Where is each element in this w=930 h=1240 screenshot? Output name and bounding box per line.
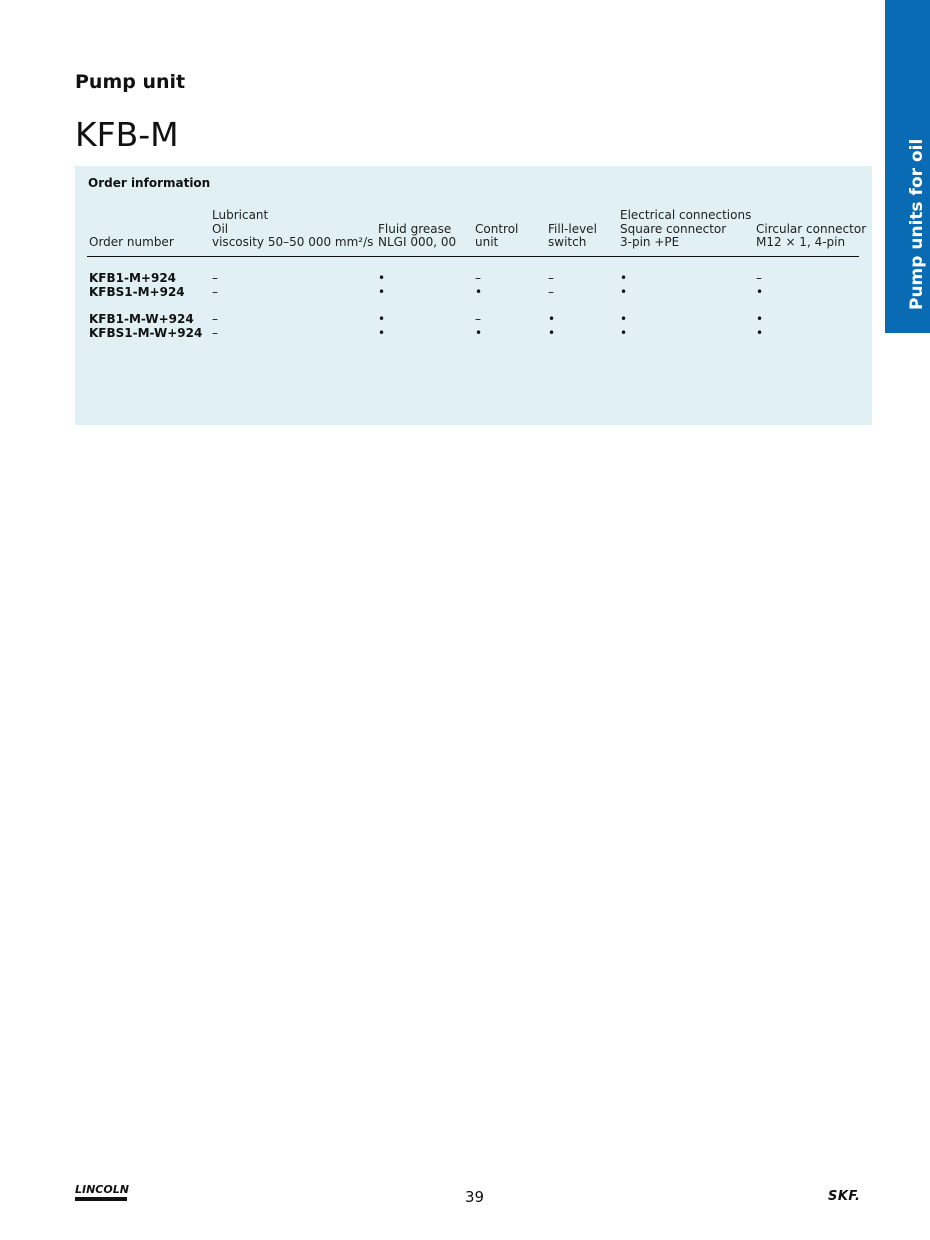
oil-value: – <box>212 271 218 285</box>
control-value: – <box>475 312 481 326</box>
side-tab-label: Pump units for oil <box>907 138 927 310</box>
oil-value: – <box>212 285 218 299</box>
skf-logo: SKF. <box>828 1189 861 1204</box>
grease-value: • <box>378 326 386 340</box>
page-number: 39 <box>465 1188 485 1206</box>
grease-value: • <box>378 312 386 326</box>
col-header-order-number: Order number <box>89 235 174 249</box>
table-row <box>75 271 872 285</box>
square-connector-value: • <box>620 312 628 326</box>
circular-connector-value: • <box>756 326 764 340</box>
order-number: KFBS1-M-W+924 <box>89 326 203 340</box>
fill-level-value: • <box>548 312 556 326</box>
grease-value: • <box>378 271 386 285</box>
fill-level-value: • <box>548 326 556 340</box>
table-row <box>75 312 872 326</box>
order-information-panel <box>75 166 872 425</box>
order-number: KFB1-M+924 <box>89 271 177 285</box>
oil-value: – <box>212 312 218 326</box>
fill-level-value: – <box>548 285 554 299</box>
col-header-fill-level-switch: Fill-level switch <box>548 221 597 249</box>
circular-connector-value: – <box>756 271 762 285</box>
header-rule <box>87 256 859 257</box>
col-header-circular-connector: Circular connector M12 × 1, 4-pin <box>756 221 867 249</box>
table-row <box>75 326 872 340</box>
col-header-fluid-grease: Fluid grease NLGI 000, 00 <box>378 221 457 249</box>
order-information-title: Order information <box>88 176 211 190</box>
side-tab <box>885 0 930 333</box>
oil-value: – <box>212 326 218 340</box>
square-connector-value: • <box>620 271 628 285</box>
grease-value: • <box>378 285 386 299</box>
square-connector-value: • <box>620 285 628 299</box>
fill-level-value: – <box>548 271 554 285</box>
order-number: KFB1-M-W+924 <box>89 312 194 326</box>
col-header-lubricant-oil: Lubricant Oil viscosity 50–50 000 mm²/s <box>212 208 374 249</box>
page-title: KFB-M <box>75 115 179 154</box>
table-row <box>75 285 872 299</box>
col-header-control-unit: Control unit <box>475 221 519 249</box>
control-value: • <box>475 285 483 299</box>
circular-connector-value: • <box>756 312 764 326</box>
square-connector-value: • <box>620 326 628 340</box>
lincoln-logo: LINCOLN <box>75 1184 129 1201</box>
control-value: – <box>475 271 481 285</box>
page-subtitle: Pump unit <box>75 71 186 93</box>
order-number: KFBS1-M+924 <box>89 285 185 299</box>
circular-connector-value: • <box>756 285 764 299</box>
col-header-square-connector: Electrical connections Square connector 3-pin +PE <box>620 208 752 249</box>
control-value: • <box>475 326 483 340</box>
